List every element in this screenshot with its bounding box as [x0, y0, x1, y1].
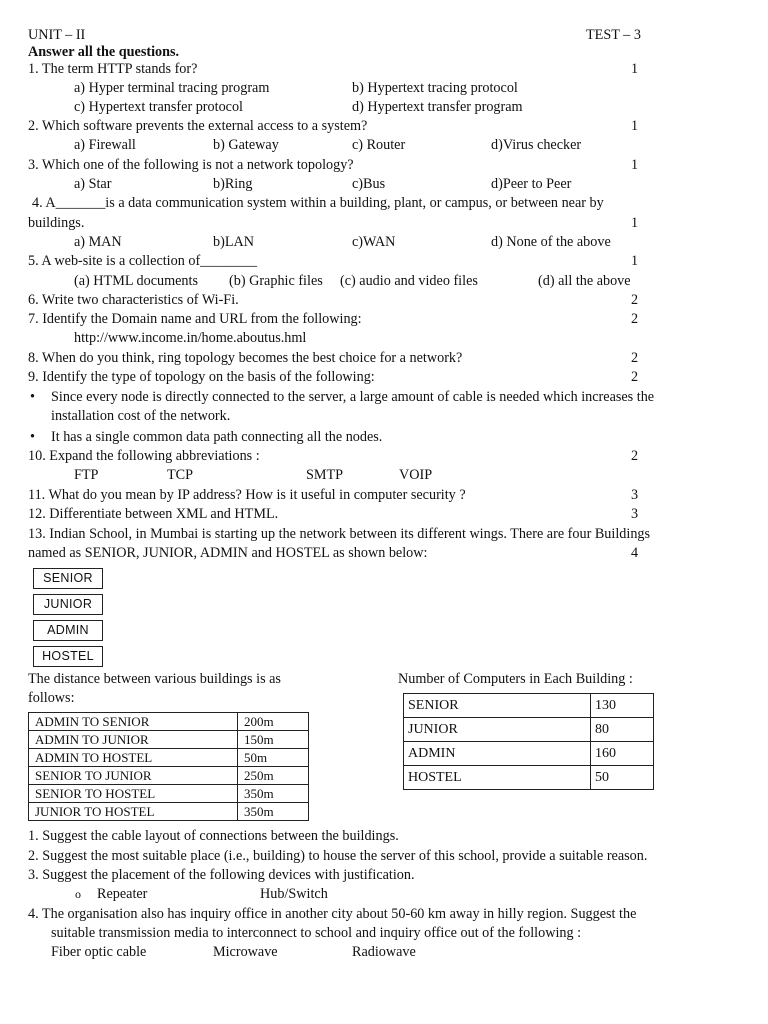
- building-box-junior: JUNIOR: [33, 594, 103, 615]
- media-fiber-optic: Fiber optic cable: [51, 944, 147, 960]
- question-12-marks: 3: [631, 506, 639, 522]
- question-11: 11. What do you mean by IP address? How is it useful in computer security ?: [28, 487, 466, 503]
- table-cell: ADMIN TO SENIOR: [29, 713, 238, 731]
- q2-option-d: d)Virus checker: [491, 137, 582, 153]
- q4-option-b: b)LAN: [213, 234, 254, 250]
- table-cell: 150m: [238, 731, 309, 749]
- q9-bullet-2: • It has a single common data path connecting all the nodes.: [51, 429, 382, 446]
- question-1: 1. The term HTTP stands for?: [28, 61, 198, 77]
- table-row: [29, 767, 309, 785]
- q2-option-b: b) Gateway: [213, 137, 279, 153]
- q3-option-d: d)Peer to Peer: [491, 176, 572, 192]
- instruction-heading: Answer all the questions.: [28, 44, 180, 60]
- q13-sub-1: 1. Suggest the cable layout of connections between the buildings.: [28, 828, 399, 844]
- table-row: [404, 718, 654, 742]
- media-radiowave: Radiowave: [352, 944, 416, 960]
- table-cell: JUNIOR: [404, 718, 591, 742]
- device-repeater: Repeater: [97, 886, 148, 902]
- question-8: 8. When do you think, ring topology becomes the best choice for a network?: [28, 350, 463, 366]
- question-12: 12. Differentiate between XML and HTML.: [28, 506, 279, 522]
- table-row: [29, 803, 309, 821]
- question-13: 13. Indian School, in Mumbai is starting up the network between its different wings. There are four Buildings: [28, 526, 651, 542]
- question-4-cont: buildings.: [28, 215, 85, 231]
- table-cell: 130: [591, 694, 654, 718]
- table-cell: JUNIOR TO HOSTEL: [29, 803, 238, 821]
- question-5-marks: 1: [631, 253, 639, 269]
- circle-bullet-icon: o: [75, 887, 81, 901]
- q13-sub-2: 2. Suggest the most suitable place (i.e., building) to house the server of this school, provide a suitable reason.: [28, 848, 648, 864]
- table-cell: 350m: [238, 803, 309, 821]
- table-row: [29, 713, 309, 731]
- table-cell: ADMIN: [404, 742, 591, 766]
- table-cell: 160: [591, 742, 654, 766]
- q2-option-a: a) Firewall: [74, 137, 136, 153]
- table-cell: 200m: [238, 713, 309, 731]
- q5-option-a: (a) HTML documents: [74, 273, 198, 289]
- device-hub-switch: Hub/Switch: [260, 886, 328, 902]
- q2-option-c: c) Router: [352, 137, 406, 153]
- table-cell: SENIOR TO HOSTEL: [29, 785, 238, 803]
- table-cell: 50: [591, 766, 654, 790]
- q1-option-b: b) Hypertext tracing protocol: [352, 80, 518, 96]
- q3-option-c: c)Bus: [352, 176, 386, 192]
- question-4: 4. A_______is a data communication system within a building, plant, or campus, or between near by: [32, 195, 604, 211]
- question-10-marks: 2: [631, 448, 639, 464]
- abbr-ftp: FTP: [74, 467, 99, 483]
- table-row: [29, 749, 309, 767]
- table-cell: HOSTEL: [404, 766, 591, 790]
- q4-option-a: a) MAN: [74, 234, 122, 250]
- table-cell: ADMIN TO JUNIOR: [29, 731, 238, 749]
- abbr-tcp: TCP: [167, 467, 194, 483]
- abbr-voip: VOIP: [399, 467, 433, 483]
- distance-table: [28, 712, 309, 821]
- question-4-marks: 1: [631, 215, 639, 231]
- question-3: 3. Which one of the following is not a network topology?: [28, 157, 354, 173]
- q13-sub-4-cont: suitable transmission media to interconnect to school and inquiry office out of the following :: [51, 925, 582, 941]
- table-row: [404, 766, 654, 790]
- question-9: 9. Identify the type of topology on the basis of the following:: [28, 369, 375, 385]
- table-cell: SENIOR: [404, 694, 591, 718]
- q4-option-c: c)WAN: [352, 234, 396, 250]
- table-cell: 80: [591, 718, 654, 742]
- unit-label: UNIT – II: [28, 27, 86, 43]
- q5-option-b: (b) Graphic files: [229, 273, 323, 289]
- q13-sub-3: 3. Suggest the placement of the following devices with justification.: [28, 867, 415, 883]
- question-2-marks: 1: [631, 118, 639, 134]
- computers-caption: Number of Computers in Each Building :: [398, 671, 633, 687]
- q5-option-d: (d) all the above: [538, 273, 631, 289]
- question-10: 10. Expand the following abbreviations :: [28, 448, 260, 464]
- table-cell: ADMIN TO HOSTEL: [29, 749, 238, 767]
- question-13-marks: 4: [631, 545, 639, 561]
- q1-option-a: a) Hyper terminal tracing program: [74, 80, 270, 96]
- q5-option-c: (c) audio and video files: [340, 273, 478, 289]
- table-row: [404, 742, 654, 766]
- media-microwave: Microwave: [213, 944, 278, 960]
- question-5: 5. A web-site is a collection of________: [28, 253, 257, 269]
- building-box-hostel: HOSTEL: [33, 646, 103, 667]
- table-row: [404, 694, 654, 718]
- building-box-senior: SENIOR: [33, 568, 103, 589]
- table-cell: SENIOR TO JUNIOR: [29, 767, 238, 785]
- distance-caption: The distance between various buildings is as: [28, 671, 281, 687]
- q9-bullet-1: • Since every node is directly connected to the server, a large amount of cable is needed which increases the: [51, 389, 654, 406]
- question-3-marks: 1: [631, 157, 639, 173]
- q7-url: http://www.income.in/home.aboutus.hml: [74, 330, 307, 346]
- table-row: [29, 785, 309, 803]
- building-box-admin: ADMIN: [33, 620, 103, 641]
- question-1-marks: 1: [631, 61, 639, 77]
- computers-table: [403, 693, 654, 790]
- abbr-smtp: SMTP: [306, 467, 344, 483]
- question-7: 7. Identify the Domain name and URL from the following:: [28, 311, 362, 327]
- question-9-marks: 2: [631, 369, 639, 385]
- question-6: 6. Write two characteristics of Wi-Fi.: [28, 292, 239, 308]
- question-2: 2. Which software prevents the external access to a system?: [28, 118, 368, 134]
- question-11-marks: 3: [631, 487, 639, 503]
- question-7-marks: 2: [631, 311, 639, 327]
- q3-option-a: a) Star: [74, 176, 112, 192]
- q13-sub-4: 4. The organisation also has inquiry office in another city about 50-60 km away in hilly region. Suggest the: [28, 906, 637, 922]
- question-8-marks: 2: [631, 350, 639, 366]
- table-row: [29, 731, 309, 749]
- test-label: TEST – 3: [586, 27, 641, 43]
- table-cell: 350m: [238, 785, 309, 803]
- table-cell: 50m: [238, 749, 309, 767]
- q3-option-b: b)Ring: [213, 176, 253, 192]
- question-6-marks: 2: [631, 292, 639, 308]
- q1-option-c: c) Hypertext transfer protocol: [74, 99, 243, 115]
- table-cell: 250m: [238, 767, 309, 785]
- q9-bullet-1-cont: installation cost of the network.: [51, 408, 231, 424]
- q4-option-d: d) None of the above: [491, 234, 611, 250]
- question-13-cont: named as SENIOR, JUNIOR, ADMIN and HOSTEL as shown below:: [28, 545, 428, 561]
- q1-option-d: d) Hypertext transfer program: [352, 99, 523, 115]
- distance-caption-cont: follows:: [28, 690, 75, 706]
